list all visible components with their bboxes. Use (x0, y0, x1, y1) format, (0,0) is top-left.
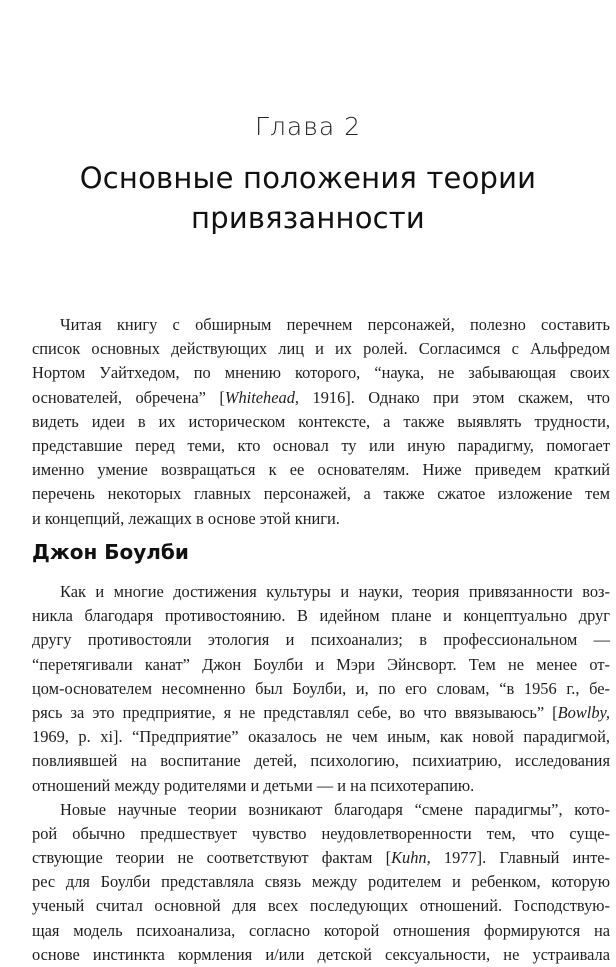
text-line: отношений между родителями и детьми — и на психотерапию. (32, 775, 475, 795)
text-fragment: 1916]. Однако при этом скажем, что (299, 387, 611, 407)
section-heading: Джон Боулби (32, 540, 189, 564)
text-fragment: 1977]. Главный инте- (430, 848, 611, 868)
chapter-title-line: Основные положения теории (79, 161, 537, 195)
text-line: щая модель психоанализа, согласно которой отношения формируются на (32, 920, 610, 940)
text-line: рой обычно предшествует чувство неудовлетворенности тем, что суще- (32, 823, 610, 843)
text-line: Читая книгу с обширным перечнем персонажей, полезно составить (60, 315, 610, 334)
citation-author: Bowlby, (557, 702, 610, 722)
text-line: видеть идеи в их историческом контексте, а также выявлять трудности, (32, 411, 610, 431)
text-line: именно умение возвращаться к ее основателям. Ниже приведем краткий (32, 460, 610, 480)
text-line: повлиявшей на воспитание детей, психологию, психиатрию, исследования (32, 751, 610, 771)
citation-author: Kuhn, (391, 848, 431, 868)
text-line: цом-основателем несомненно был Боулби, и, по его словам, “в 1956 г., бе- (32, 678, 610, 698)
text-fragment: рясь за это предприятие, я не представлял себе, во что ввязываюсь” [ (32, 702, 558, 722)
text-line: другу противостояли этология и психоанализ; в профессиональном — (32, 630, 610, 650)
text-line (32, 701, 610, 725)
section-body (32, 580, 610, 967)
text-line: основе инстинкта кормления и/или детской сексуальности, не устраивала (32, 944, 610, 964)
text-line: рес для Боулби представляла связь между родителем и ребенком, которую (32, 872, 610, 892)
text-line (32, 386, 610, 410)
intro-paragraph (32, 313, 610, 531)
text-fragment: ствующие теории не соответствуют фактам [ (32, 848, 392, 868)
citation-author: Whitehead, (224, 387, 300, 407)
chapter-title (40, 158, 576, 238)
text-line: Как и многие достижения культуры и науки, теория привязанности воз- (60, 582, 610, 601)
text-line: Нортом Уайтхедом, по мнению которого, “наука, не забывающая своих (32, 363, 610, 383)
text-line: 1969, p. xi]. “Предприятие” оказалось не чем иным, как новой парадигмой, (32, 727, 610, 747)
text-line: и концепций, лежащих в основе этой книги. (32, 508, 340, 528)
text-line: ученый считал основной для всех последующих отношений. Господствую- (32, 896, 610, 916)
text-line: “перетягивали канат” Джон Боулби и Мэри Эйнсворт. Тем не менее от- (32, 654, 610, 674)
chapter-label: Глава 2 (254, 112, 362, 141)
text-fragment: основателей, обречена” [ (32, 387, 225, 407)
text-line: список основных действующих лиц и их ролей. Согласимся с Альфредом (32, 339, 610, 359)
text-line: представшие перед теми, кто основал ту или иную парадигму, помогает (32, 435, 610, 455)
text-line: перечень некоторых главных персонажей, а также сжатое изложение тем (32, 484, 610, 504)
chapter-title-line: привязанности (191, 201, 425, 235)
text-line (32, 846, 610, 870)
text-line: никла благодаря противостоянию. В идейном плане и концептуально друг (32, 606, 610, 626)
text-line: Новые научные теории возникают благодаря “смене парадигмы”, кото- (60, 799, 610, 819)
